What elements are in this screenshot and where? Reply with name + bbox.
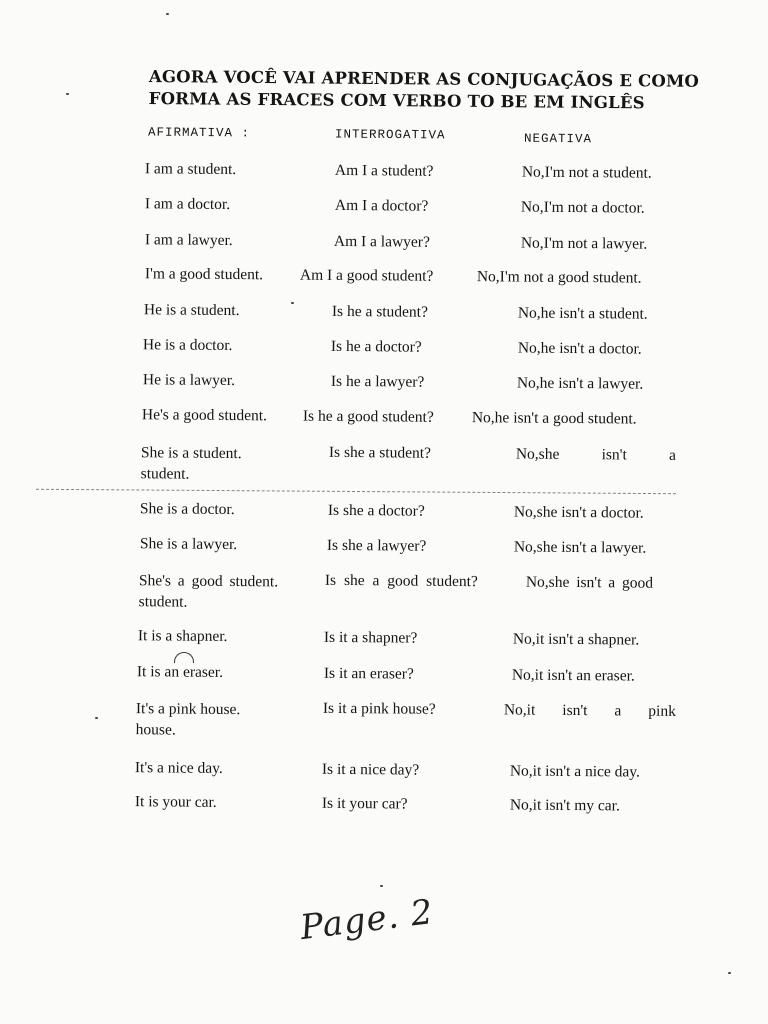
interrogative-cell: Am I a good student?: [299, 266, 434, 285]
negative-cell: No,he isn't a lawyer.: [516, 374, 644, 393]
affirmative-cell: It is a shapner.: [137, 627, 228, 645]
conjugation-row: [0, 697, 768, 748]
negative-cell: No,I'm not a good student.: [476, 268, 642, 287]
affirmative-cell: She is a doctor.: [139, 500, 235, 519]
conjugation-row: [0, 662, 768, 699]
conjugation-row: [0, 300, 768, 337]
scan-speck: [166, 13, 169, 15]
affirmative-cell: [139, 570, 279, 613]
affirmative-continuation: house.: [135, 721, 176, 739]
conjugation-row: [0, 335, 768, 372]
scan-speck: [291, 302, 294, 304]
interrogative-cell: Is he a good student?: [302, 407, 434, 426]
conjugation-row: [0, 569, 768, 620]
affirmative-cell: He is a student.: [143, 301, 240, 320]
affirmative-cell: I am a doctor.: [144, 195, 231, 214]
conjugation-row: [0, 626, 768, 663]
affirmative-continuation: student.: [138, 593, 188, 611]
negative-cell: No,she isn't a lawyer.: [513, 538, 647, 557]
negative-word: a: [668, 446, 676, 464]
conjugation-row: [0, 441, 768, 492]
document-title: [148, 66, 700, 115]
affirmative-cell: I'm a good student.: [144, 265, 264, 284]
scan-speck: [728, 972, 731, 974]
interrogative-cell: Is she a doctor?: [327, 501, 425, 520]
conjugation-row: [0, 405, 768, 442]
conjugation-row: [0, 792, 768, 829]
handwritten-page-number: Page. 2: [298, 891, 436, 949]
conjugation-row: [0, 159, 768, 196]
affirmative-cell: I am a student.: [144, 160, 237, 179]
scan-speck: [380, 885, 383, 887]
negative-cell: No,she isn't a good: [525, 573, 654, 592]
negative-cell: [504, 701, 676, 721]
conjugation-row: [0, 230, 768, 267]
negative-word: a: [614, 702, 622, 720]
affirmative-cell: [141, 442, 242, 485]
conjugation-row: [0, 370, 768, 407]
affirmative-cell: I am a lawyer.: [144, 231, 233, 250]
negative-word: No,she: [515, 445, 560, 463]
interrogative-cell: Is it an eraser?: [323, 664, 414, 683]
negative-cell: No,she isn't a doctor.: [513, 503, 644, 522]
negative-cell: [516, 446, 676, 465]
interrogative-cell: Is she a student?: [328, 443, 431, 462]
affirmative-cell: He's a good student.: [141, 406, 268, 425]
affirmative-text: She's a good student.: [138, 572, 279, 591]
negative-word: isn't: [562, 701, 588, 720]
interrogative-cell: Is he a student?: [331, 302, 428, 321]
affirmative-continuation: student.: [140, 465, 190, 483]
interrogative-cell: Am I a lawyer?: [333, 232, 430, 251]
negative-cell: No,he isn't a doctor.: [517, 339, 642, 358]
conjugation-row: [0, 758, 768, 795]
conjugation-row: [0, 264, 768, 301]
negative-cell: No,he isn't a student.: [517, 304, 648, 323]
interrogative-cell: Is she a good student?: [324, 571, 478, 591]
affirmative-cell: She is a lawyer.: [139, 535, 238, 554]
interrogative-cell: Is he a doctor?: [330, 337, 422, 356]
header-negative: NEGATIVA: [523, 131, 593, 147]
negative-word: pink: [648, 702, 676, 720]
conjugation-row: [0, 194, 768, 231]
negative-cell: No,it isn't a shapner.: [512, 630, 640, 649]
title-line-1: AGORA VOCÊ VAI APRENDER AS CONJUGAÇÃOS E COMO: [148, 66, 700, 91]
negative-cell: No,I'm not a student.: [521, 163, 652, 182]
negative-word: isn't: [601, 446, 627, 464]
affirmative-cell: It's a nice day.: [134, 759, 223, 777]
affirmative-cell: It is an eraser.: [136, 663, 224, 681]
interrogative-cell: Is it a pink house?: [322, 699, 436, 718]
header-interrogative: INTERROGATIVA: [334, 127, 446, 143]
scan-speck: [66, 93, 69, 95]
affirmative-cell: It is your car.: [134, 793, 217, 811]
conjugation-row: [0, 499, 768, 536]
negative-cell: No,it isn't an eraser.: [511, 666, 635, 685]
negative-word: No,it: [503, 701, 536, 719]
interrogative-cell: Is it a nice day?: [321, 760, 420, 779]
interrogative-cell: Is it your car?: [321, 794, 408, 813]
affirmative-cell: He is a doctor.: [142, 336, 233, 355]
negative-cell: No,he isn't a good student.: [471, 409, 637, 428]
affirmative-text: She is a student.: [140, 444, 242, 463]
negative-cell: No,I'm not a doctor.: [520, 198, 645, 217]
affirmative-text: It's a pink house.: [135, 700, 241, 719]
scan-speck: [95, 717, 98, 719]
interrogative-cell: Is she a lawyer?: [326, 536, 427, 555]
affirmative-cell: He is a lawyer.: [142, 371, 236, 390]
interrogative-cell: Is he a lawyer?: [330, 372, 425, 391]
conjugation-row: [0, 534, 768, 571]
negative-cell: No,it isn't a nice day.: [509, 762, 641, 781]
negative-cell: No,I'm not a lawyer.: [520, 234, 648, 253]
title-line-2: FORMA AS FRACES COM VERBO TO BE EM INGLÊS: [148, 88, 645, 113]
interrogative-cell: Is it a shapner?: [323, 628, 418, 647]
header-affirmative: AFIRMATIVA :: [147, 125, 251, 141]
affirmative-cell: [136, 698, 241, 741]
interrogative-cell: Am I a student?: [334, 161, 434, 180]
interrogative-cell: Am I a doctor?: [334, 196, 429, 215]
negative-cell: No,it isn't my car.: [509, 796, 620, 815]
